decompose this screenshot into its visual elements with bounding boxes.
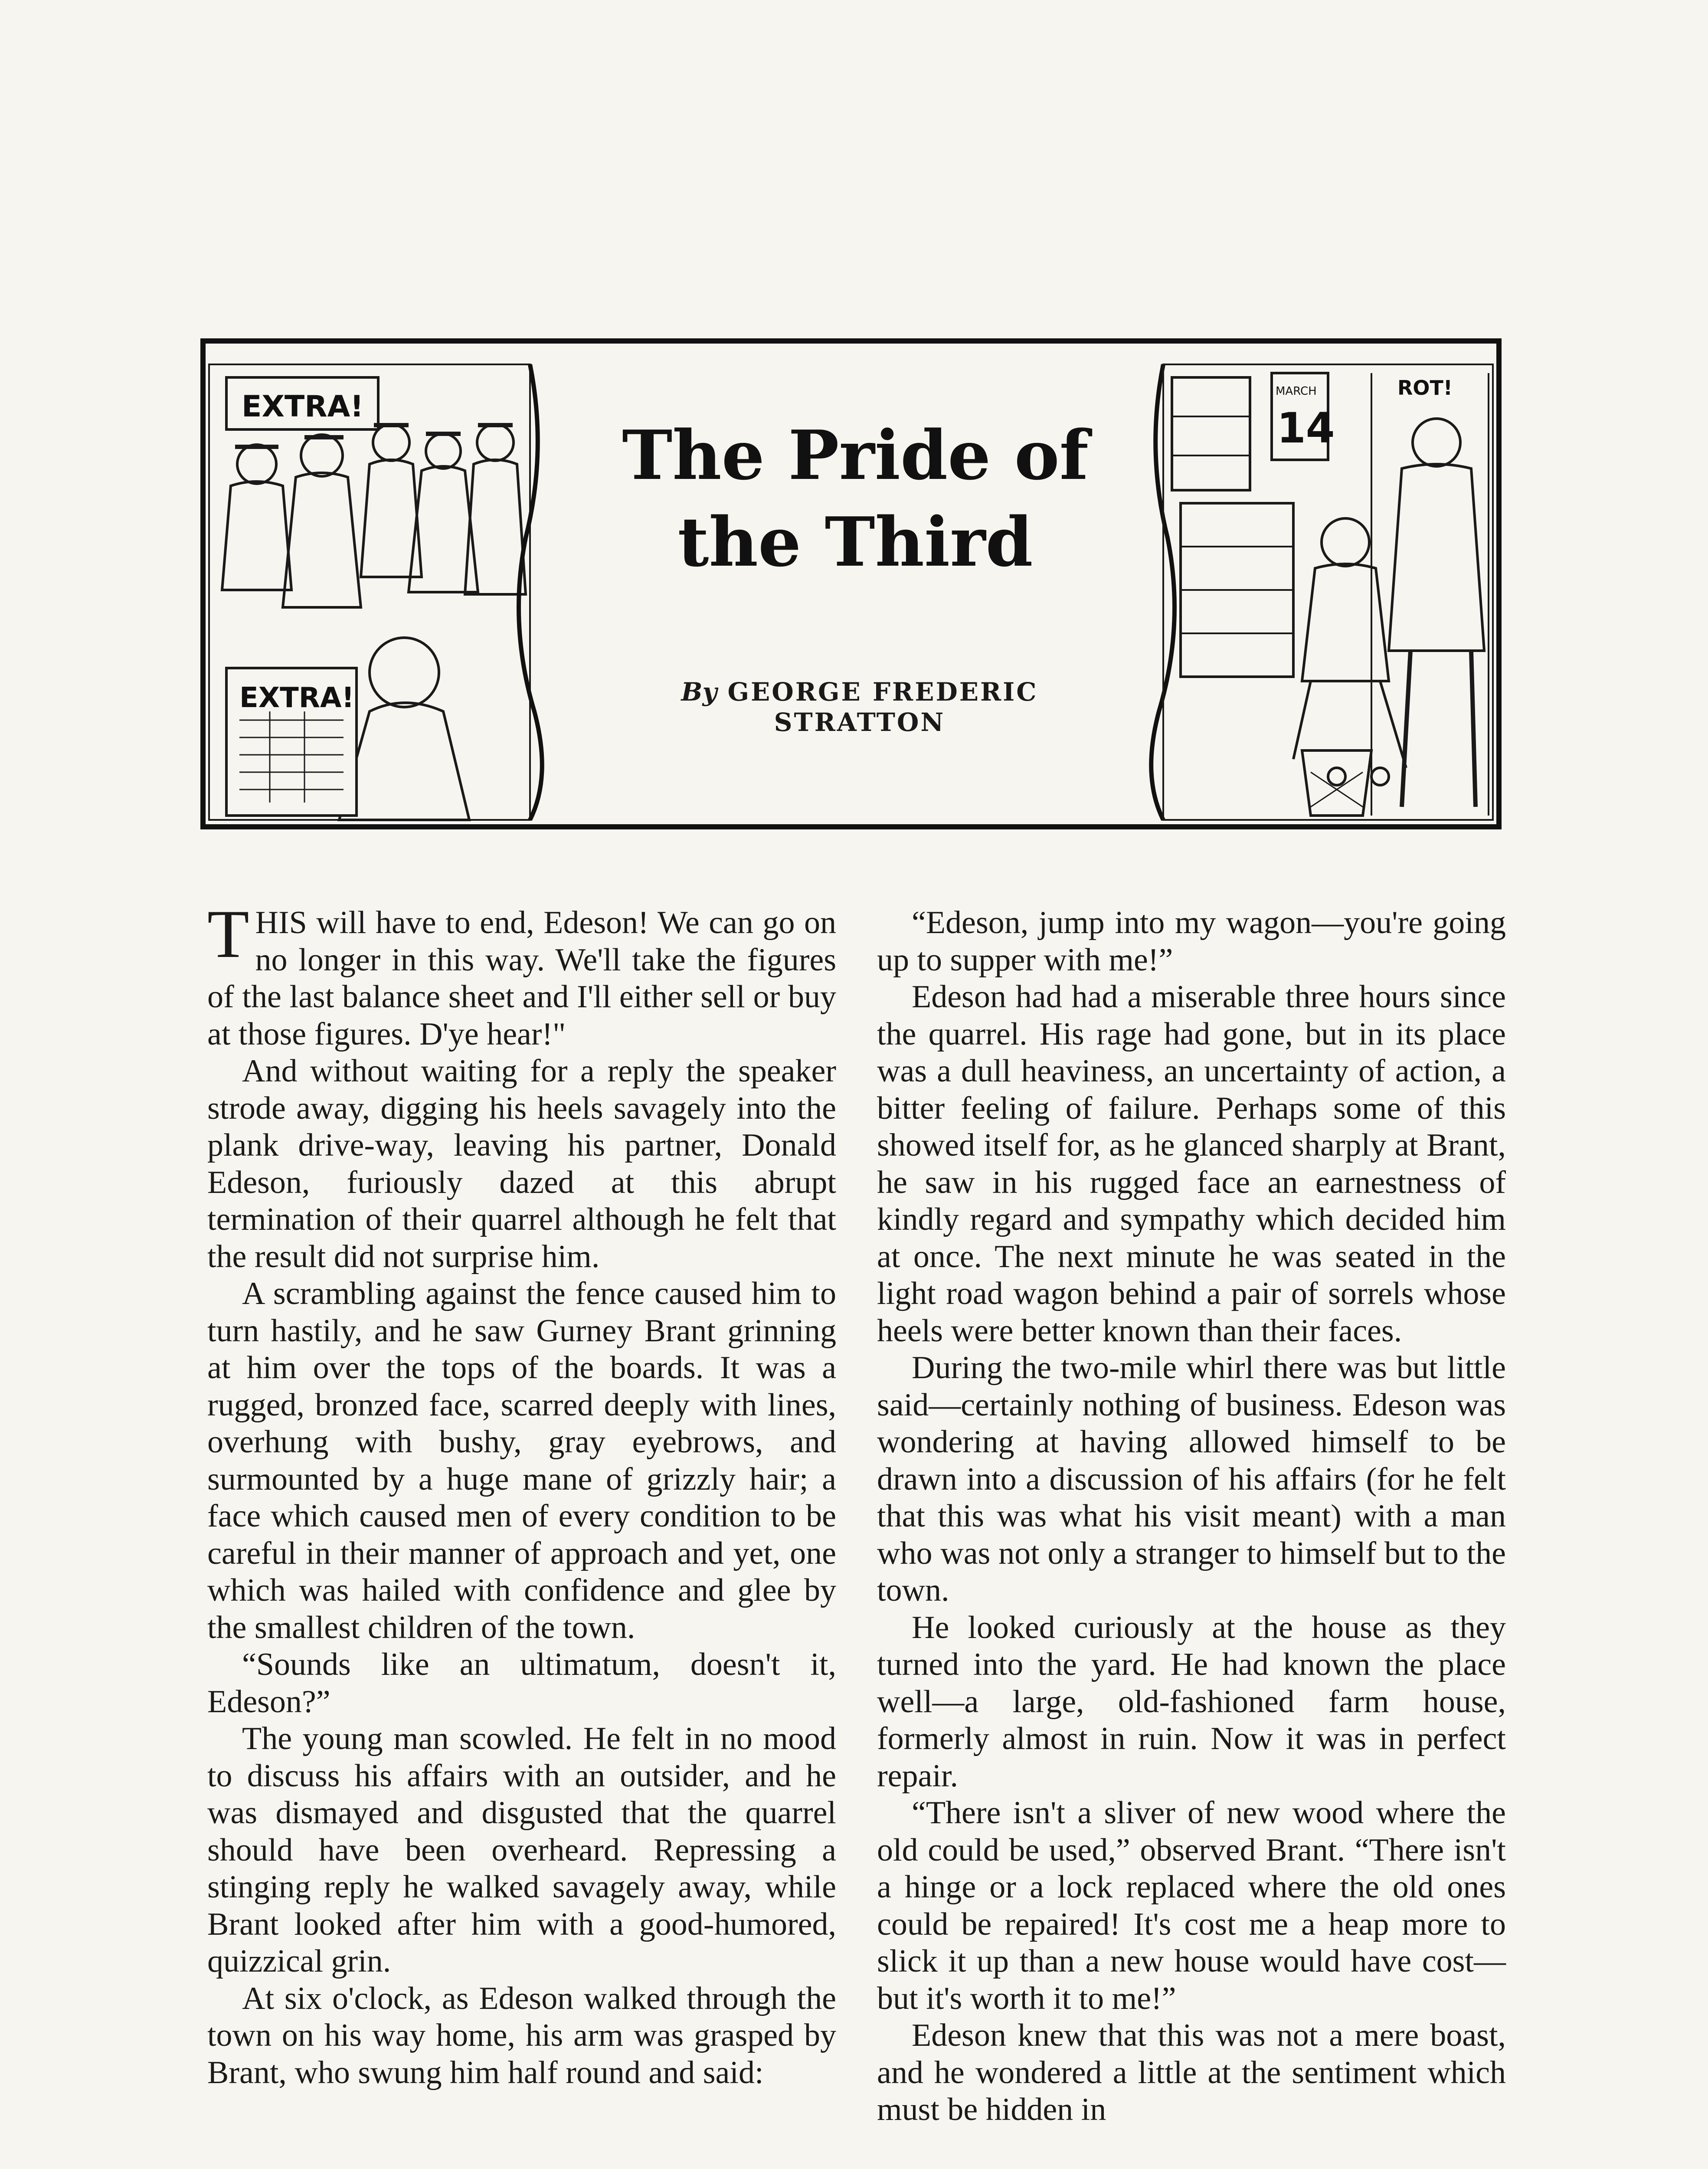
paragraph-text: HIS will have to end, Edeson! We can go on no longer in this way. We'll take the figures of the last balance sheet and I'll either sell or buy at those figures. D'ye hear!" — [207, 905, 836, 1052]
byline — [591, 677, 1129, 737]
extra-sign: EXTRA! — [242, 390, 364, 424]
paragraph: He looked curiously at the house as they turned into the yard. He had known the place well—a large, old-fashioned farm house, formerly almost in ruin. Now it was in perfect repair. — [877, 1609, 1506, 1794]
byline-author-first: GEORGE FREDERIC — [727, 677, 1038, 707]
paragraph: A scrambling against the fence caused him to turn hastily, and he saw Gurney Brant grinning at him over the tops of the boards. It was a rugged, bronzed face, scarred deeply with lines, overhung with bushy, gray eyebrows, and surmounted by a huge mane of grizzly hair; a face which caused men of every condition to be careful in their manner of approach and yet, one which was hailed with confidence and glee by the smallest children of the town. — [207, 1276, 836, 1645]
newsboy-scene-drawing — [209, 364, 530, 820]
paragraph: “Edeson, jump into my wagon—you're going up to supper with me!” — [877, 905, 1506, 978]
byline-by: By — [681, 677, 717, 707]
header-illustration — [200, 338, 1502, 829]
paragraph: During the two-mile whirl there was but little said—certainly nothing of business. Edeson was wondering at having allowed himself to be drawn into a discussion of his affairs (for he felt that this was what his visit meant) with a man who was not only a stranger to himself but to the town. — [877, 1350, 1506, 1608]
left-text-column — [207, 896, 836, 2091]
article-title — [573, 412, 1137, 586]
paragraph: Edeson had had a miserable three hours since the quarrel. His rage had gone, but in its place was a dull heaviness, an uncertainty of action, a bitter feeling of failure. Perhaps some of this showed itself for, as he glanced sharply at Brant, he saw in his rugged face an earnestness of kindly regard and sympathy which decided him at once. The next minute he was seated in the light road wagon behind a pair of sorrels whose heels were better known than their faces. — [877, 979, 1506, 1349]
paragraph: And without waiting for a reply the speaker strode away, digging his heels savagely into the plank drive-way, leaving his partner, Donald Edeson, furiously dazed at this abrupt termination of their quarrel although he felt that the result did not surprise him. — [207, 1053, 836, 1275]
door-sign: ROT! — [1397, 376, 1453, 400]
calendar-day: 14 — [1277, 404, 1335, 452]
title-line-1: The Pride of — [622, 416, 1089, 495]
drop-cap: T — [207, 896, 249, 972]
calendar-month: MARCH — [1276, 385, 1317, 398]
right-text-column — [877, 904, 1506, 2129]
extra-newspaper-headline: EXTRA! — [239, 682, 354, 714]
paragraph: Edeson knew that this was not a mere boast, and he wondered a little at the sentiment which must be hidden in — [877, 2018, 1506, 2127]
paragraph: The young man scowled. He felt in no mood to discuss his affairs with an outsider, and he was dismayed and disgusted that the quarrel should have been overheard. Repressing a stinging reply he walked savagely away, while Brant looked after him with a good-humored, quizzical grin. — [207, 1721, 836, 1979]
paragraph: “Sounds like an ultimatum, doesn't it, Edeson?” — [207, 1647, 836, 1720]
paragraph: At six o'clock, as Edeson walked through the town on his way home, his arm was grasped by Brant, who swung him half round and said: — [207, 1980, 836, 2090]
paragraph — [207, 896, 836, 1053]
paragraph: “There isn't a sliver of new wood where the old could be used,” observed Brant. “There isn't a hinge or a lock replaced where the old ones could be repaired! It's cost me a heap more to slick it up than a new house would have cost—but it's worth it to me!” — [877, 1795, 1506, 2016]
title-line-2: the Third — [677, 502, 1033, 582]
byline-author-last: STRATTON — [774, 708, 946, 737]
